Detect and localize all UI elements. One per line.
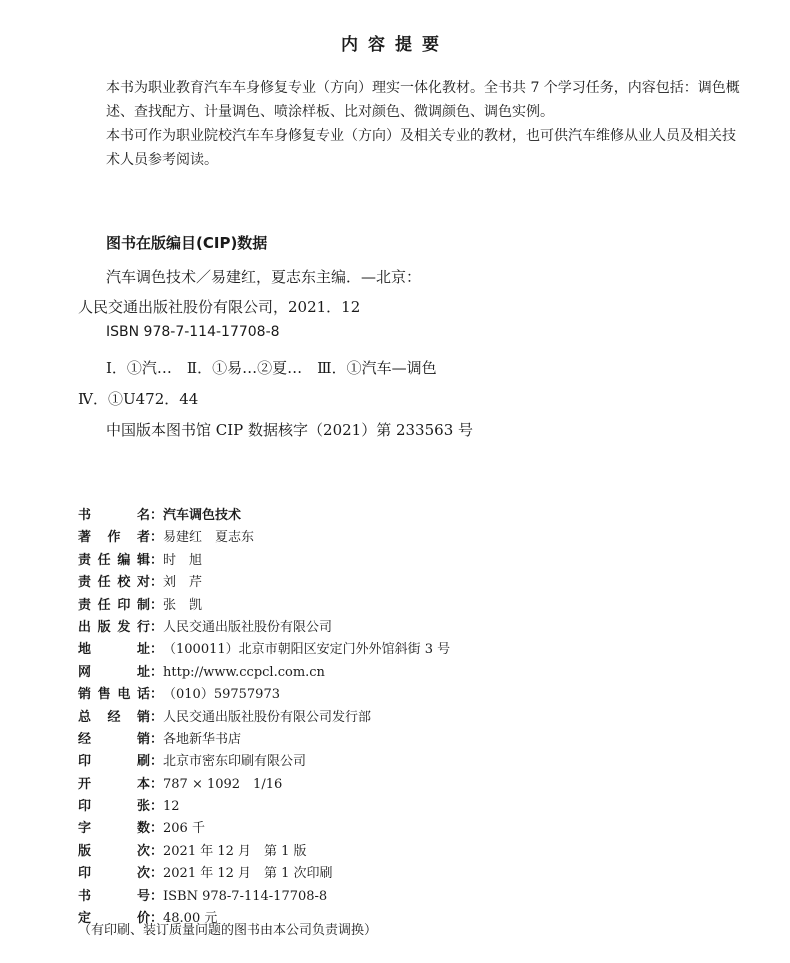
- info-label: 出版发行: [78, 619, 150, 635]
- info-label: 印张: [78, 799, 150, 815]
- info-row-print-manager: 责任印制 ： 张 凯: [78, 595, 718, 617]
- info-value: 人民交通出版社股份有限公司发行部: [163, 709, 372, 725]
- info-label: 责任编辑: [78, 552, 150, 568]
- info-label: 印刷: [78, 754, 150, 770]
- info-value: http://www.ccpcl.com.cn: [163, 664, 325, 680]
- quality-notice: （有印刷、装订质量问题的图书由本公司负责调换）: [78, 923, 378, 938]
- info-row-edition: 版次 ： 2021 年 12 月 第 1 版: [78, 841, 718, 863]
- info-row-address: 地址 ： （100011）北京市朝阳区安定门外外馆斜街 3 号: [78, 639, 718, 661]
- info-value: 206 千: [163, 821, 205, 837]
- info-label: 责任印制: [78, 597, 150, 613]
- info-label: 责任校对: [78, 575, 150, 591]
- summary-paragraph-1: 本书为职业教育汽车车身修复专业（方向）理实一体化教材。全书共 7 个学习任务，内容包括：调色概述、查找配方、计量调色、喷涂样板、比对颜色、微调颜色、调色实例。: [106, 80, 740, 120]
- info-value: 时 旭: [163, 552, 203, 568]
- info-row-general-distributor: 总经销 ： 人民交通出版社股份有限公司发行部: [78, 707, 718, 729]
- info-row-isbn: 书号 ： ISBN 978-7-114-17708-8: [78, 886, 718, 908]
- cip-line-record-number: 中国版本图书馆 CIP 数据核字（2021）第 233563 号: [106, 421, 474, 439]
- cip-line-title-author: 汽车调色技术／易建红，夏志东主编．—北京：: [106, 268, 422, 286]
- info-value: 易建红 夏志东: [163, 530, 255, 546]
- info-value: 787 × 1092 1/16: [163, 776, 283, 792]
- info-value: 2021 年 12 月 第 1 版: [163, 843, 307, 859]
- cip-line-class-number: Ⅳ．①U472．44: [78, 390, 199, 408]
- cip-line-isbn: ISBN 978-7-114-17708-8: [106, 324, 280, 340]
- info-row-format: 开本 ： 787 × 1092 1/16: [78, 774, 718, 796]
- info-value: ISBN 978-7-114-17708-8: [163, 888, 328, 904]
- info-label: 定价: [78, 911, 150, 927]
- info-row-printing: 印次 ： 2021 年 12 月 第 1 次印刷: [78, 863, 718, 885]
- info-label: 著作者: [78, 530, 150, 546]
- info-row-distributor: 经销 ： 各地新华书店: [78, 729, 718, 751]
- info-row-proofreader: 责任校对 ： 刘 芹: [78, 572, 718, 594]
- info-label: 总经销: [78, 709, 150, 725]
- cip-line-publisher: 人民交通出版社股份有限公司，2021．12: [78, 298, 361, 316]
- info-row-price: 定价 ： 48.00 元: [78, 908, 718, 930]
- info-value: 48.00 元: [163, 911, 218, 927]
- cip-title: 图书在版编目(CIP)数据: [106, 234, 268, 252]
- info-value: （100011）北京市朝阳区安定门外外馆斜街 3 号: [163, 642, 451, 658]
- info-label: 销售电话: [78, 687, 150, 703]
- cip-line-classification: Ⅰ．①汽… Ⅱ．①易…②夏… Ⅲ．①汽车—调色: [106, 359, 437, 377]
- info-row-printer: 印刷 ： 北京市密东印刷有限公司: [78, 751, 718, 773]
- info-value: 12: [163, 799, 180, 815]
- info-value: 各地新华书店: [163, 731, 242, 747]
- info-label: 版次: [78, 843, 150, 859]
- info-value: 张 凯: [163, 597, 203, 613]
- info-label: 地址: [78, 642, 150, 658]
- book-info-table: [78, 505, 718, 930]
- info-value: 北京市密东印刷有限公司: [163, 754, 307, 770]
- info-value: 刘 芹: [163, 575, 203, 591]
- info-label: 字数: [78, 821, 150, 837]
- info-value: 人民交通出版社股份有限公司: [163, 619, 333, 635]
- summary-paragraph-2: 本书可作为职业院校汽车车身修复专业（方向）及相关专业的教材，也可供汽车维修从业人员及相关技术人员参考阅读。: [106, 128, 736, 168]
- info-label: 书名: [78, 508, 150, 523]
- info-row-sales-phone: 销售电话 ： （010）59757973: [78, 684, 718, 706]
- info-label: 经销: [78, 731, 150, 747]
- info-row-word-count: 字数 ： 206 千: [78, 818, 718, 840]
- info-label: 网址: [78, 664, 150, 680]
- info-row-editor: 责任编辑 ： 时 旭: [78, 550, 718, 572]
- info-label: 书号: [78, 888, 150, 904]
- info-value: 2021 年 12 月 第 1 次印刷: [163, 866, 333, 882]
- info-label: 印次: [78, 866, 150, 882]
- info-value: （010）59757973: [163, 687, 280, 703]
- info-row-publisher: 出版发行 ： 人民交通出版社股份有限公司: [78, 617, 718, 639]
- info-value: 汽车调色技术: [163, 508, 242, 523]
- info-row-sheets: 印张 ： 12: [78, 796, 718, 818]
- info-label: 开本: [78, 776, 150, 792]
- info-row-book-name: 书名 ： 汽车调色技术: [78, 505, 718, 527]
- page-heading: 内容提要: [341, 35, 449, 55]
- info-row-authors: 著作者 ： 易建红 夏志东: [78, 527, 718, 549]
- info-row-website: 网址 ： http://www.ccpcl.com.cn: [78, 662, 718, 684]
